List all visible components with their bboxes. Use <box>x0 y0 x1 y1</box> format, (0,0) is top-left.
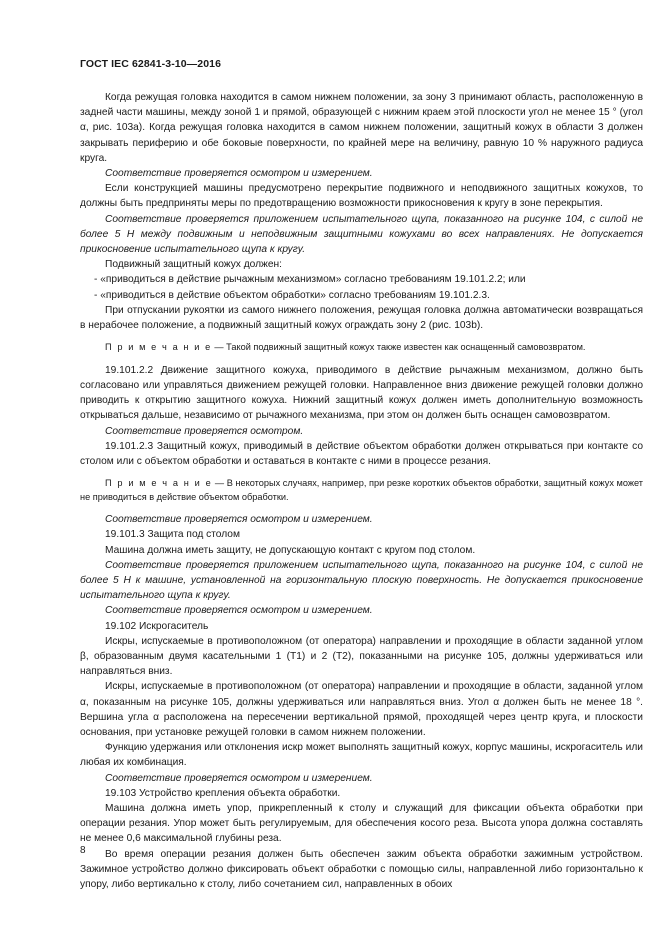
note-text: — Такой подвижный защитный кожух также известен как оснащенный самовозвратом. <box>211 342 586 353</box>
paragraph: Искры, испускаемые в противоположном (от оператора) направлении и проходящие в области заданной углом β, образованным двумя касательными 1 (Т1) и 2 (Т2), показанными на рисунке 105, должны удерживаться или направляться вниз. <box>80 635 643 678</box>
list-item: - «приводиться в действие рычажным механизмом» согласно требованиям 19.101.2.2; или <box>94 274 526 286</box>
paragraph: Искры, испускаемые в противоположном (от оператора) направлении и проходящие в области, заданной углом α, показанным на рисунке 105, должны удерживаться или направляться вниз. Угол α должен быть не менее 18 °. Вершина угла α расположена на пересечении вертикальной прямой, проходящей через центр круга, и плоскости основания, при установке режущей головки в самом нижнем положении. <box>80 681 643 739</box>
paragraph: 19.101.2.2 Движение защитного кожуха, приводимого в действие рычажным механизмом, должно быть согласовано или управляться движением режущей головки. Направленное вниз движение режущей головки должно приводить к открытию защитного кожуха. Нижний защитный кожух должен иметь дополнительную возможность открываться дальше, независимо от рычажного механизма, при этом он должен быть оснащен самовозвратом. <box>80 364 643 422</box>
document-body <box>80 90 643 892</box>
section-heading: 19.101.3 Защита под столом <box>105 529 240 541</box>
compliance-note: Соответствие проверяется приложением испытательного щупа, показанного на рисунке 104, с силой не более 5 Н к машине, установленной на горизонтальную плоскую поверхность. Не допускается прикосновение испытательного щупа к кругу. <box>80 559 643 602</box>
paragraph: При отпускании рукоятки из самого нижнего положения, режущая головка должна автоматически возвращаться в нерабочее положение, а подвижный защитный кожух ограждать зону 2 (рис. 103b). <box>80 304 643 332</box>
list-item: - «приводиться в действие объектом обработки» согласно требованиям 19.101.2.3. <box>94 289 490 301</box>
compliance-note: Соответствие проверяется осмотром и измерением. <box>105 772 373 784</box>
page-number: 8 <box>80 845 86 856</box>
section-heading: 19.103 Устройство крепления объекта обработки. <box>105 787 341 799</box>
paragraph: Функцию удержания или отклонения искр может выполнять защитный кожух, корпус машины, искрогаситель или любая их комбинация. <box>80 742 643 769</box>
compliance-note: Соответствие проверяется осмотром. <box>105 425 304 437</box>
note <box>80 341 643 355</box>
paragraph: Машина должна иметь упор, прикрепленный к столу и служащий для фиксации объекта обработки при операции резания. Упор может быть регулируемым, для обеспечения косого реза. Высота упора должна составлять не менее 0,6 максимальной глубины реза. <box>80 803 643 845</box>
paragraph: Если конструкцией машины предусмотрено перекрытие подвижного и неподвижного защитных кожухов, то должны быть предприняты меры по предотвращению возможности прикосновения к кругу в зоне перекрытия. <box>80 183 643 210</box>
compliance-note: Соответствие проверяется осмотром и измерением. <box>105 168 373 180</box>
note-label: П р и м е ч а н и е <box>105 478 213 489</box>
paragraph: 19.101.2.3 Защитный кожух, приводимый в действие объектом обработки должен открываться при контакте со столом или с объектом обработки и оставаться в контакте с ними в процессе резания. <box>80 440 643 467</box>
paragraph: Во время операции резания должен быть обеспечен зажим объекта обработки зажимным устройством. Зажимное устройство должно фиксировать объект обработки с помощью силы, направленной либо горизонтально к упору, либо вертикально к столу, либо сочетанием сил, направленных в обоих <box>80 848 643 891</box>
compliance-note: Соответствие проверяется приложением испытательного щупа, показанного на рисунке 104, с силой не более 5 Н между подвижным и неподвижным защитными кожухами во всех направлениях. Не допускается прикосновение испытательного щупа к кругу. <box>80 213 643 256</box>
paragraph: Подвижный защитный кожух должен: <box>105 259 282 271</box>
section-heading: 19.102 Искрогаситель <box>105 620 209 632</box>
note-text: — В некоторых случаях, например, при резке коротких объектов обработки, защитный кожух может не приводиться в действие объектом обработки. <box>80 478 644 502</box>
page-header: ГОСТ IEC 62841-3-10—2016 <box>80 58 222 70</box>
paragraph: Когда режущая головка находится в самом нижнем положении, за зону 3 принимают область, расположенную в задней части машины, между зоной 1 и прямой, образующей с нижним краем этой плоскости угол не менее 15 ° (угол α, рис. 103а). Когда режущая головка находится в самом нижнем положении, защитный кожух в области 3 должен закрывать периферию и обе боковые поверхности, по крайней мере на величину, равную 10 % наружного радиуса круга. <box>80 92 643 164</box>
compliance-note: Соответствие проверяется осмотром и измерением. <box>105 514 373 526</box>
paragraph: Машина должна иметь защиту, не допускающую контакт с кругом под столом. <box>105 544 476 556</box>
note <box>80 477 643 504</box>
compliance-note: Соответствие проверяется осмотром и измерением. <box>105 605 373 617</box>
note-label: П р и м е ч а н и е <box>105 342 212 353</box>
